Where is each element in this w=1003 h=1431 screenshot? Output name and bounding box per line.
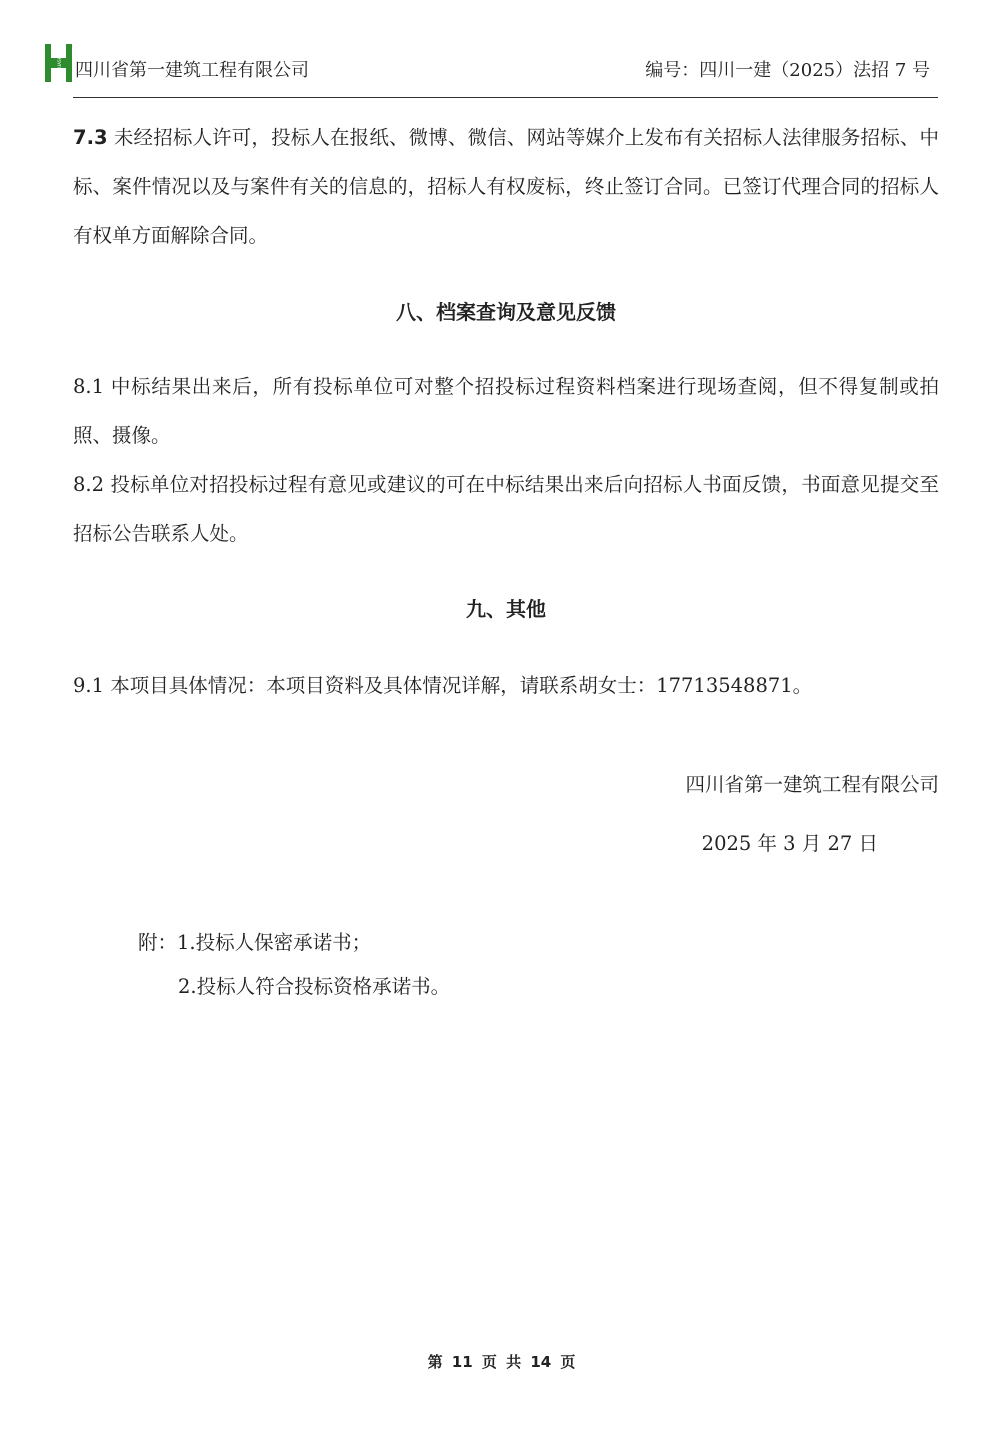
svg-text:HUASHI: HUASHI [57, 54, 62, 72]
attachment-item-1: 附：1.投标人保密承诺书； [138, 931, 372, 954]
section-9-heading: 九、其他 [466, 597, 546, 621]
clause-number: 7.3 [73, 126, 108, 149]
signature-company: 四川省第一建筑工程有限公司 [685, 773, 939, 796]
paragraph-9-1: 9.1 本项目具体情况：本项目资料及具体情况详解，请联系胡女士：17713548871。 [73, 674, 813, 697]
paragraph-8-2: 8.2 投标单位对招投标过程有意见或建议的可在中标结果出来后向招标人书面反馈，书面意见提交至招标公告联系人处。 [73, 473, 939, 545]
header-divider [73, 97, 938, 98]
company-logo [45, 44, 72, 82]
paragraph-8-1: 8.1 中标结果出来后，所有投标单位可对整个招投标过程资料档案进行现场查阅，但不得复制或拍照、摄像。 [73, 375, 939, 447]
section-8-heading: 八、档案查询及意见反馈 [396, 300, 616, 324]
attachment-item-2: 2.投标人符合投标资格承诺书。 [178, 975, 451, 998]
signature-date: 2025 年 3 月 27 日 [701, 832, 878, 855]
clause-text: 未经招标人许可，投标人在报纸、微博、微信、网站等媒介上发布有关招标人法律服务招标、中标、案件情况以及与案件有关的信息的，招标人有权废标，终止签订合同。已签订代理合同的招标人有权单方面解除合同。 [73, 126, 939, 247]
header-company-name: 四川省第一建筑工程有限公司 [75, 60, 309, 81]
document-number: 编号：四川一建（2025）法招 7 号 [645, 60, 930, 81]
paragraph-7-3 [73, 113, 939, 260]
page-footer: 第 11 页 共 14 页 [427, 1353, 576, 1371]
page-header [45, 42, 938, 94]
